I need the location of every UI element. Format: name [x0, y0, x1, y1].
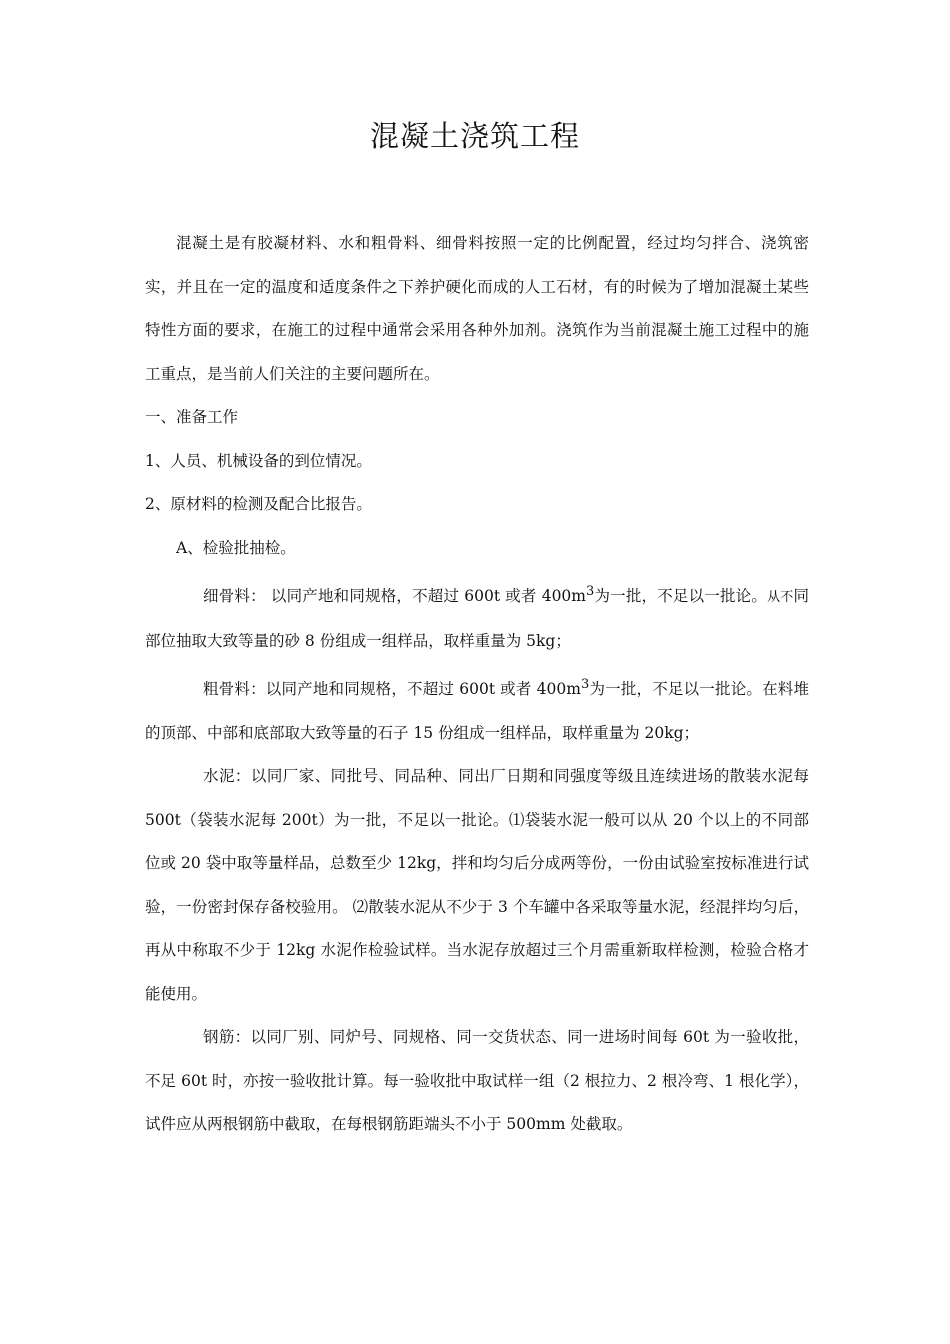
list-item-materials: 2、原材料的检测及配合比报告。 — [145, 495, 372, 513]
coarse-aggregate-label: 粗骨料： — [203, 680, 266, 699]
coarse-aggregate-text: 以同产地和同规格，不超过 600t 或者 400m — [265, 680, 581, 699]
intro-paragraph: 混凝土是有胶凝材料、水和粗骨料、细骨料按照一定的比例配置，经过均匀拌合、浇筑密实，并且在一定的温度和适度条件之下养护硬化而成的人工石材，有的时候为了增加混凝土某些特性方面的要求，在施工的过程中通常会采用各种外加剂。浇筑作为当前混凝土施工过程中的施工重点，是当前人们关注的主要问题所在。 — [145, 234, 809, 383]
list-item-personnel: 1、人员、机械设备的到位情况。 — [145, 451, 372, 470]
fine-aggregate-text: 以同产地和同规格，不超过 600t 或者 400m — [265, 587, 586, 606]
rebar-paragraph — [145, 1016, 809, 1147]
coarse-aggregate-text-after: 为一批，不足以一批论。在料堆的顶部、中部和底部取大致等量的石子 15 份组成一组样品，取样重量为 20kg； — [145, 680, 809, 742]
rebar-label: 钢筋： — [203, 1028, 251, 1047]
rebar-text: 以同厂别、同炉号、同规格、同一交货状态、同一进场时间每 60t 为一验收批，不足 60t 时，亦按一验收批计算。每一验收批中取试样一组（2 根拉力、2 根冷弯、1 根化学），试件应从两根钢筋中截取，在每根钢筋距端头不小于 500mm 处截取。 — [145, 1028, 809, 1134]
fine-aggregate-text-2: 同部位抽取大致等量的砂 8 份组成一组样品，取样重量为 5kg； — [145, 587, 809, 650]
sub-item-batch-inspection: A、检验批抽检。 — [176, 538, 296, 557]
fine-aggregate-text-small: 从不 — [767, 590, 794, 606]
cement-label: 水泥： — [203, 767, 251, 786]
document-title: 混凝土浇筑工程 — [369, 119, 580, 153]
fine-aggregate-label: 细骨料： — [203, 587, 266, 606]
coarse-aggregate-paragraph — [145, 663, 809, 755]
fine-aggregate-paragraph — [145, 570, 809, 663]
cement-paragraph — [145, 755, 809, 1016]
cement-text: 以同厂家、同批号、同品种、同出厂日期和同强度等级且连续进场的散装水泥每 500t（袋装水泥每 200t）为一批，不足以一批论。⑴袋装水泥一般可以从 20 个以上的不同部位或 20 袋中取等量样品，总数至少 12kg，拌和均匀后分成两等份，一份由试验室按标准进行试验，一份密封保存备校验用。 ⑵散装水泥从不少于 3 个车罐中各采取等量水泥，经混拌均匀后，再从中称取不少于 12kg 水泥作检验试样。当水泥存放超过三个月需重新取样检测，检验合格才能使用。 — [145, 767, 809, 1003]
document-body — [145, 222, 809, 1147]
fine-aggregate-text-after: 为一批，不足以一批论。 — [594, 587, 768, 606]
fine-aggregate-unit-sup: 3 — [586, 584, 595, 599]
section-heading-preparation: 一、准备工作 — [145, 408, 239, 426]
coarse-aggregate-unit-sup: 3 — [580, 677, 590, 693]
